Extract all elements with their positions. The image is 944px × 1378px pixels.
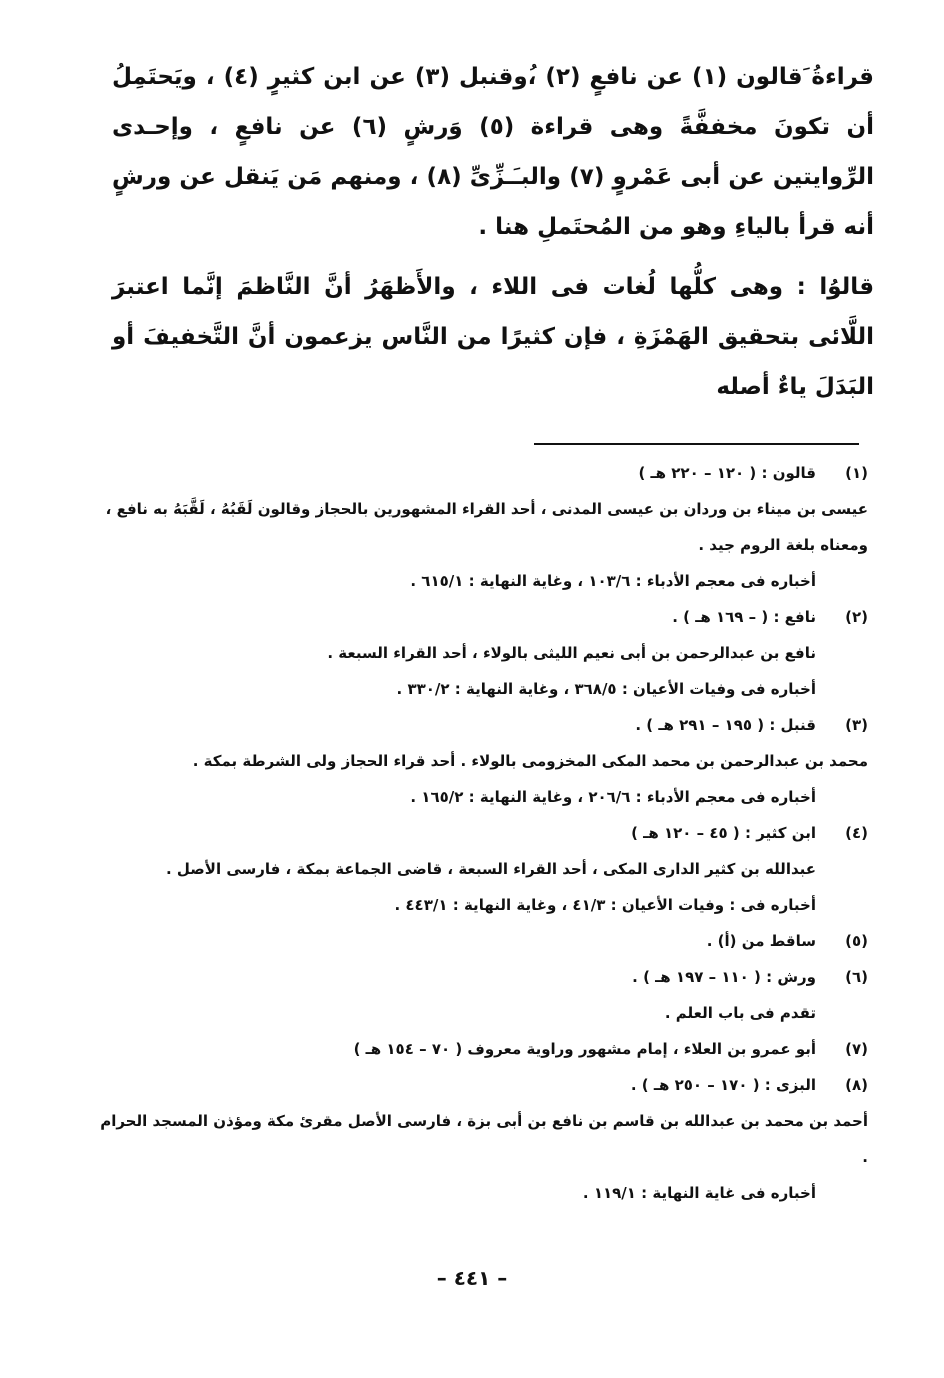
body-paragraph: قراءةُ َقالون (١) عن نافعٍ (٢) ،ُوقنبل (٣) عن ابن كثيرٍ (٤) ، ويَحتَمِلُ أن تكونَ مخففَّةً وهى قراءة (٥) وَرشٍ (٦) عن نافعٍ ، وإحـدى الرِّوايتين عن أبى عَمْروٍ (٧) والبـَـزِّىِّ (٨) ، ومنهم مَن يَنقل عن ورشٍ أنه قرأ بالياءِ وهو من المُحتَملِ هنا . [112,64,874,240]
footnote-line: أخباره فى معجم الأدباء : ١٠٣/٦ ، وغاية النهاية : ٦١٥/١ . [410,572,816,590]
footnote-title: قالون : ( ١٢٠ – ٢٢٠ هـ ) [638,464,816,482]
footnote-line: أحمد بن محمد بن عبدالله بن قاسم بن نافع بن أبى بزة ، فارسى الأصل مقرئ مكة ومؤذن المسجد الحرام . [100,1112,868,1166]
footnote-number: (٤) [845,824,868,842]
footnote-separator [534,443,859,445]
footnote-line: محمد بن عبدالرحمن بن محمد المكى المخزومى بالولاء . أحد قراء الحجاز ولى الشرطة بمكة . [192,752,868,770]
footnote-title: ورش : ( ١١٠ – ١٩٧ هـ ) . [632,968,816,986]
footnote-title: أبو عمرو بن العلاء ، إمام مشهور وراوية معروف ( ٧٠ – ١٥٤ هـ ) [353,1040,816,1058]
footnote-number: (٥) [845,932,868,950]
body-paragraph: قالوُا : وهى كلُّها لُغات فى اللاء ، والأَظهَرُ أنَّ النَّاظمَ إنَّما اعتبرَ اللَّائى بتحقيق الهَمْزَةِ ، فإن كثيرًا من النَّاس يزعمون أنَّ التَّخفيفَ أو البَدَلَ ياءٌ أصله [112,274,874,400]
footnote-line: عبدالله بن كثير الدارى المكى ، أحد القراء السبعة ، قاضى الجماعة بمكة ، فارسى الأصل . [165,860,816,878]
footnote-title: نافع : ( – ١٦٩ هـ ) . [672,608,816,626]
footnote-number: (٢) [845,608,868,626]
footnote-title: ابن كثير : ( ٤٥ – ١٢٠ هـ ) [631,824,816,842]
footnote [100,815,868,923]
main-text [112,52,874,412]
footnotes [100,455,868,1211]
footnote [100,707,868,815]
footnote-line: نافع بن عبدالرحمن بن أبى نعيم الليثى بالولاء ، أحد القراء السبعة . [327,644,816,662]
footnote-title: البزى : ( ١٧٠ – ٢٥٠ هـ ) . [630,1076,816,1094]
footnote-title: ساقط من (أ) . [706,932,816,950]
footnote [100,1067,868,1211]
footnote-number: (٨) [845,1076,868,1094]
footnote-number: (٦) [845,968,868,986]
footnote-line: أخباره فى معجم الأدباء : ٢٠٦/٦ ، وغاية النهاية : ١٦٥/٢ . [410,788,816,806]
footnote-line: أخباره فى وفيات الأعيان : ٣٦٨/٥ ، وغاية النهاية : ٣٣٠/٢ . [396,680,816,698]
footnote-title: قنبل : ( ١٩٥ – ٢٩١ هـ ) . [635,716,816,734]
footnote-line: أخباره فى غاية النهاية : ١١٩/١ . [582,1184,816,1202]
footnote [100,923,868,959]
footnote-line: أخباره فى : وفيات الأعيان : ٤١/٣ ، وغاية النهاية : ٤٤٣/١ . [394,896,816,914]
footnote-line: عيسى بن ميناء بن وردان بن عيسى المدنى ، أحد القراء المشهورين بالحجاز وقالون لَقَبُهُ ، لَقَّبَهُ به نافع ، ومعناه بلغة الروم جيد . [105,500,868,554]
footnote [100,455,868,599]
page-number: – ٤٤١ – [436,1266,508,1290]
footnote [100,1031,868,1067]
footnote-number: (٧) [845,1040,868,1058]
footnote-line: تقدم فى باب العلم . [664,1004,816,1022]
footnote-number: (٣) [845,716,868,734]
footnote [100,599,868,707]
footnote [100,959,868,1031]
footnote-number: (١) [845,464,868,482]
